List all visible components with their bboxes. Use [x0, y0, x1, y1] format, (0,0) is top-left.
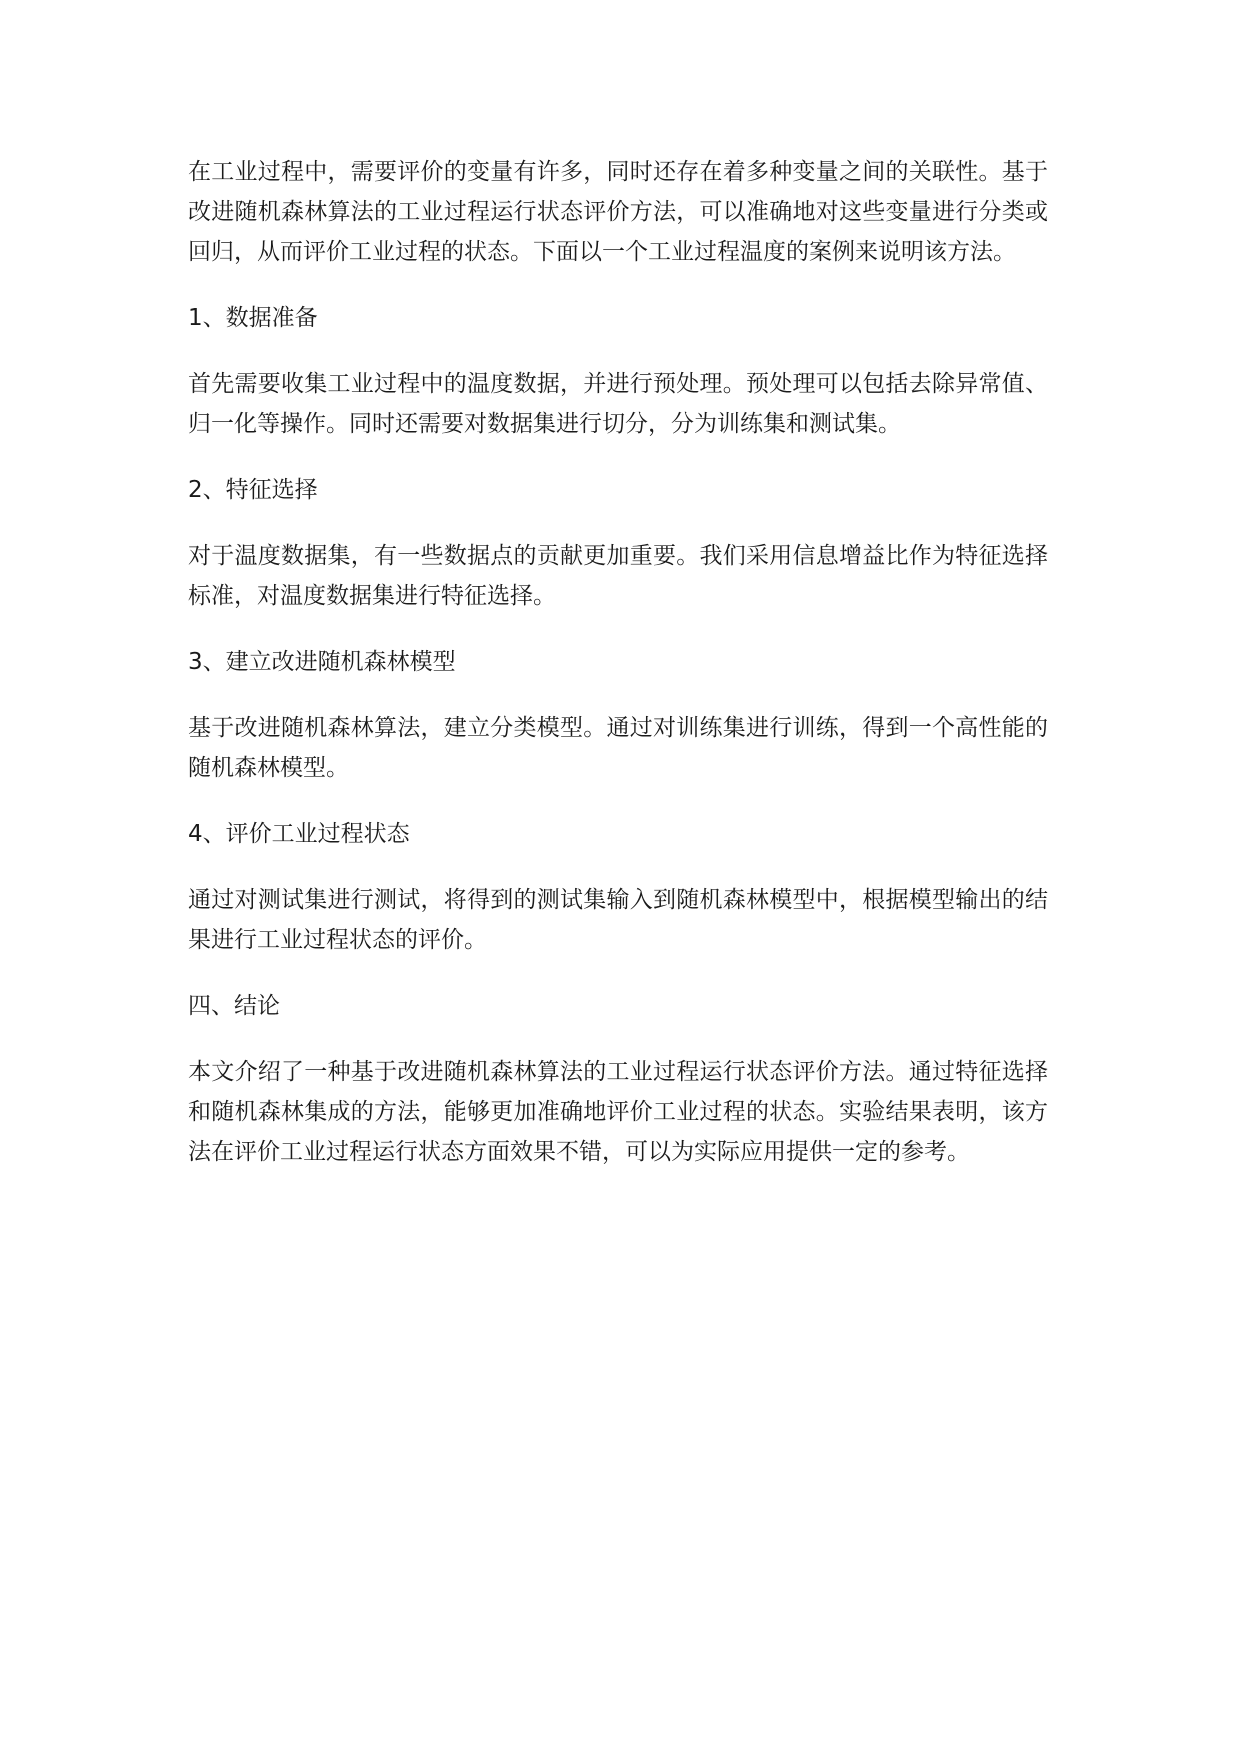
document-body — [188, 152, 1048, 1198]
build-model-paragraph: 基于改进随机森林算法，建立分类模型。通过对训练集进行训练，得到一个高性能的随机森林模型。 — [188, 715, 1048, 781]
evaluate-state-paragraph: 通过对测试集进行测试，将得到的测试集输入到随机森林模型中，根据模型输出的结果进行工业过程状态的评价。 — [188, 887, 1048, 953]
intro-paragraph: 在工业过程中，需要评价的变量有许多，同时还存在着多种变量之间的关联性。基于改进随机森林算法的工业过程运行状态评价方法，可以准确地对这些变量进行分类或回归，从而评价工业过程的状态。下面以一个工业过程温度的案例来说明该方法。 — [188, 159, 1048, 265]
conclusion-paragraph: 本文介绍了一种基于改进随机森林算法的工业过程运行状态评价方法。通过特征选择和随机森林集成的方法，能够更加准确地评价工业过程的状态。实验结果表明，该方法在评价工业过程运行状态方面效果不错，可以为实际应用提供一定的参考。 — [188, 1059, 1048, 1165]
feature-selection-paragraph: 对于温度数据集，有一些数据点的贡献更加重要。我们采用信息增益比作为特征选择标准，对温度数据集进行特征选择。 — [188, 543, 1048, 609]
section-heading-data-preparation: 1、数据准备 — [188, 305, 318, 331]
data-preparation-paragraph: 首先需要收集工业过程中的温度数据，并进行预处理。预处理可以包括去除异常值、归一化等操作。同时还需要对数据集进行切分，分为训练集和测试集。 — [188, 371, 1048, 437]
section-heading-conclusion: 四、结论 — [188, 993, 280, 1019]
section-heading-feature-selection: 2、特征选择 — [188, 477, 318, 503]
section-heading-evaluate-state: 4、评价工业过程状态 — [188, 821, 410, 847]
section-heading-build-model: 3、建立改进随机森林模型 — [188, 649, 456, 675]
